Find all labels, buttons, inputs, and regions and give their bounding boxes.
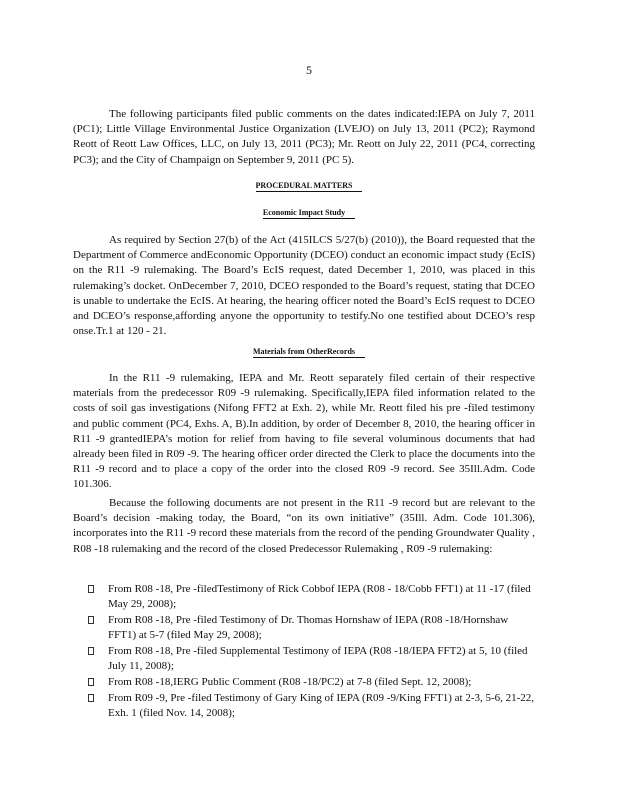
page-number: 5: [306, 63, 312, 77]
list-item-text: From R08 -18, Pre -filedTestimony of Rick Cobbof IEPA (R08 - 18/Cobb FFT1) at 11 -17 (filed May 29, 2008);: [108, 583, 531, 610]
bullet-icon: [88, 616, 94, 624]
list-item: [88, 644, 535, 674]
participants-paragraph: The following participants filed public comments on the dates indicated:IEPA on July 7, 2011 (PC1); Little Village Environmental Justice Organization (LVEJO) on July 13, 2011 (PC2); Raymond Reott of Reott Law Offices, LLC, on July 13, 2011 (PC3); Mr. Reott on July 22, 2011 (PC4, correcting PC3); and the City of Champaign on September 9, 2011 (PC 5).: [73, 108, 535, 166]
list-item-text: From R09 -9, Pre -filed Testimony of Gary King of IEPA (R09 -9/King FFT1) at 2-3, 5-6, 21-22, Exh. 1 (filed Nov. 14, 2008);: [108, 692, 535, 719]
subheading-economic-impact: [0, 208, 618, 218]
bullet-icon: [88, 585, 94, 593]
economic-impact-paragraph: As required by Section 27(b) of the Act (415ILCS 5/27(b) (2010)), the Board requested that the Department of Commerce andEconomic Opportunity (DCEO) conduct an economic impact study (EcIS) on the R11 -9 rulemaking. The Board’s EcIS request, dated December 1, 2010, was placed in this rulemaking’s docket. OnDecember 7, 2010, DCEO responded to the Board’s request, stating that DCEO is unable to undertake the EcIS. At hearing, the hearing officer noted the Board’s EcIS request to DCEO and DCEO’s response,affording anyone the opportunity to testify.No one testified about DCEO’s resp onse.Tr.1 at 120 - 21.: [73, 234, 535, 338]
bullet-icon: [88, 678, 94, 686]
section-heading-procedural: [0, 181, 618, 191]
list-item-text: From R08 -18, Pre -filed Supplemental Testimony of IEPA (R08 -18/IEPA FFT2) at 5, 10 (filed July 11, 2008);: [108, 645, 528, 672]
list-item-text: From R08 -18,IERG Public Comment (R08 -18/PC2) at 7-8 (filed Sept. 12, 2008);: [108, 676, 472, 688]
incorporation-paragraph: Because the following documents are not present in the R11 -9 record but are relevant to the Board’s decision -making today, the Board, “on its own initiative” (35Ill. Adm. Code 101.306), incorporates into the R11 -9 record these materials from the record of the pending Groundwater Quality , R08 -18 rulemaking and the record of the closed Predecessor Rulemaking , R09 -9 rulemaking:: [73, 497, 535, 555]
list-item: [88, 613, 535, 643]
subheading-economic-impact-text: Economic Impact Study: [263, 208, 355, 219]
list-item: [88, 675, 535, 690]
list-item: [88, 582, 535, 612]
subheading-materials: [0, 347, 618, 357]
subheading-materials-text: Materials from OtherRecords: [253, 347, 365, 358]
section-heading-procedural-text: PROCEDURAL MATTERS: [256, 181, 363, 192]
list-item-text: From R08 -18, Pre -filed Testimony of Dr. Thomas Hornshaw of IEPA (R08 -18/Hornshaw FFT1) at 5-7 (filed May 29, 2008);: [108, 614, 509, 641]
materials-paragraph: In the R11 -9 rulemaking, IEPA and Mr. Reott separately filed certain of their respective materials from the predecessor R09 -9 rulemaking. Specifically,IEPA filed information related to the costs of soil gas investigations (Nifong FFT2 at Exh. 2), while Mr. Reott filed his pre -filed testimony and public comment (PC4, Exhs. A, B).In addition, by order of December 8, 2010, the hearing officer in R11 -9 grantedIEPA’s motion for relief from having to file several voluminous documents that had already been filed in R09 -9. The hearing officer order directed the Clerk to place the documents into the R11 -9 record and to place a copy of the order into the closed R09 -9 record. See 35Ill.Adm. Code 101.306.: [73, 372, 535, 491]
incorporated-documents-list: [88, 582, 535, 722]
bullet-icon: [88, 647, 94, 655]
bullet-icon: [88, 694, 94, 702]
list-item: [88, 691, 535, 721]
